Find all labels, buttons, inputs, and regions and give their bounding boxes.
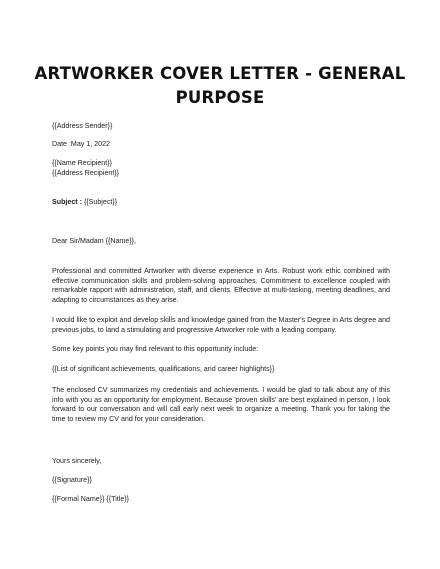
subject-value: {{Subject}} — [81, 198, 118, 206]
paragraph-key-points: Some key points you may find relevant to this opportunity include: — [52, 345, 259, 353]
address-recipient: {{Address Recipient}} — [52, 169, 120, 177]
salutation: Dear Sir/Madam {{Name}}, — [52, 237, 136, 245]
letter-date: Date :May 1, 2022 — [52, 140, 110, 148]
closing-phrase: Yours sincerely, — [52, 457, 102, 465]
subject-label: Subject : — [52, 198, 82, 206]
subject-line — [52, 198, 117, 207]
signature-placeholder: {{Signature}} — [52, 476, 92, 484]
name-recipient: {{Name Recipient}} — [52, 159, 112, 167]
address-sender: {{Address Sender}} — [52, 122, 113, 130]
paragraph-goal: I would like to exploit and develop skills and knowledge gained from the Master's Degree in Arts degree and previous jobs, to land a stimulating and progressive Artworker role with a leading company. — [52, 316, 390, 334]
paragraph-closing-statement: The enclosed CV summarizes my credentials and achievements. I would be glad to talk about any of this info with you as an opportunity for employment. Because 'proven skills' are best explained in person, I look forward to our conversation and will call early next week to organize a meeting. Thank you for taking the time to review my CV and for your consideration. — [52, 386, 390, 423]
paragraph-intro: Professional and committed Artworker with diverse experience in Arts. Robust work ethic combined with effective communication skills and problem-solving approaches. Commitment to excellence coupled with remarkable rapport with administration, staff, and clients. Effective at multi-tasking, meeting deadlines, and adapting to circumstances as they arise. — [52, 267, 390, 304]
formal-name-title: {{Formal Name}} {{Title}} — [52, 495, 130, 503]
paragraph-achievements: {{List of significant achievements, qualifications, and career highlights}} — [52, 365, 275, 373]
letter-title: ARTWORKER COVER LETTER - GENERAL PURPOSE — [34, 64, 406, 107]
